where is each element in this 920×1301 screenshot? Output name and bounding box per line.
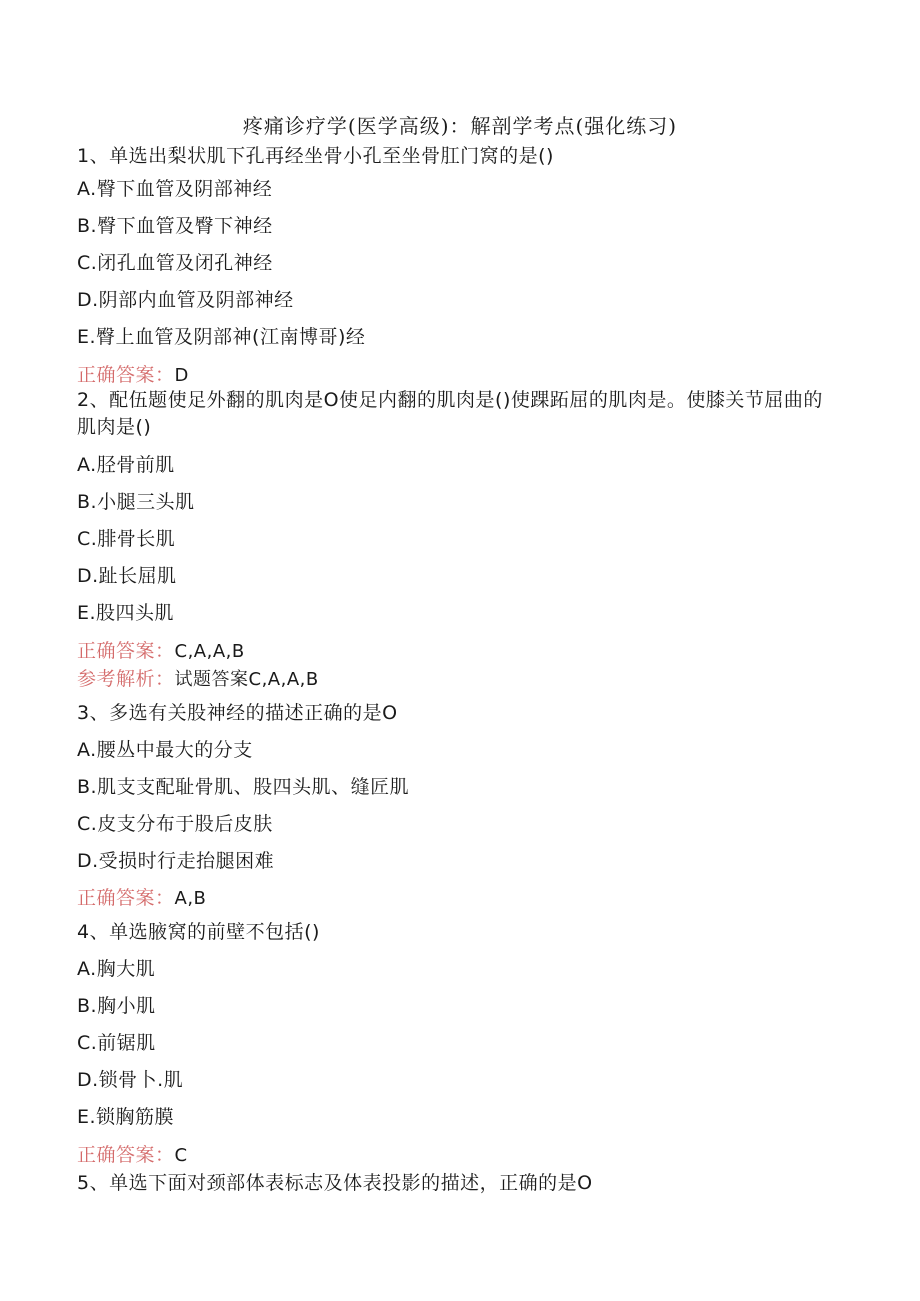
question-4-option-b: B.胸小肌 (77, 995, 156, 1017)
question-3-option-b: B.肌支支配耻骨肌、股四头肌、缝匠肌 (77, 776, 410, 798)
question-2-option-c: C.腓骨长肌 (77, 528, 176, 550)
question-2-option-e: E.股四头肌 (77, 602, 175, 624)
question-4-option-d: D.锁骨卜.肌 (77, 1069, 184, 1091)
question-2-option-a: A.胫骨前肌 (77, 454, 175, 476)
question-3-option-d: D.受损时行走抬腿困难 (77, 850, 275, 872)
answer-value: D (174, 365, 189, 386)
question-3-stem: 3、多选有关股神经的描述正确的是O (77, 702, 398, 724)
question-1-answer (77, 360, 189, 387)
question-4-option-c: C.前锯肌 (77, 1032, 156, 1054)
answer-value: C,A,A,B (174, 641, 245, 662)
question-1-option-e: E.臀上血管及阴部神(江南博哥)经 (77, 326, 366, 348)
question-3-option-a: A.腰丛中最大的分支 (77, 739, 253, 761)
analysis-label: 参考解析： (77, 668, 175, 690)
answer-value: C (174, 1145, 188, 1166)
answer-label: 正确答案： (77, 887, 175, 909)
question-3-answer (77, 883, 206, 910)
answer-label: 正确答案： (77, 1144, 175, 1166)
question-2-option-b: B.小腿三头肌 (77, 491, 195, 513)
question-1-stem: 1、单选出梨状肌下孔再经坐骨小孔至坐骨肛门窝的是() (77, 145, 554, 167)
question-1-option-b: B.臀下血管及臀下神经 (77, 215, 273, 237)
page-title: 疼痛诊疗学(医学高级)：解剖学考点(强化练习) (242, 114, 678, 138)
answer-label: 正确答案： (77, 364, 175, 386)
question-4-answer (77, 1140, 188, 1167)
question-2-analysis (77, 664, 319, 691)
answer-label: 正确答案： (77, 640, 175, 662)
question-5-stem: 5、单选下面对颈部体表标志及体表投影的描述，正确的是O (77, 1172, 593, 1194)
question-4-option-a: A.胸大肌 (77, 958, 156, 980)
question-1-option-d: D.阴部内血管及阴部神经 (77, 289, 294, 311)
question-2-answer (77, 636, 245, 663)
question-2-option-d: D.趾长屈肌 (77, 565, 177, 587)
analysis-value: 试题答案C,A,A,B (174, 669, 319, 690)
question-3-option-c: C.皮支分布于股后皮肤 (77, 813, 273, 835)
answer-value: A,B (174, 888, 207, 909)
question-2-stem: 2、配伍题使足外翻的肌肉是O使足内翻的肌肉是()使踝跖屈的肌肉是。使膝关节屈曲的肌肉是() (77, 389, 823, 438)
question-1-option-a: A.臀下血管及阴部神经 (77, 178, 273, 200)
question-4-option-e: E.锁胸筋膜 (77, 1106, 175, 1128)
question-1-option-c: C.闭孔血管及闭孔神经 (77, 252, 273, 274)
question-4-stem: 4、单选腋窝的前壁不包括() (77, 921, 320, 943)
